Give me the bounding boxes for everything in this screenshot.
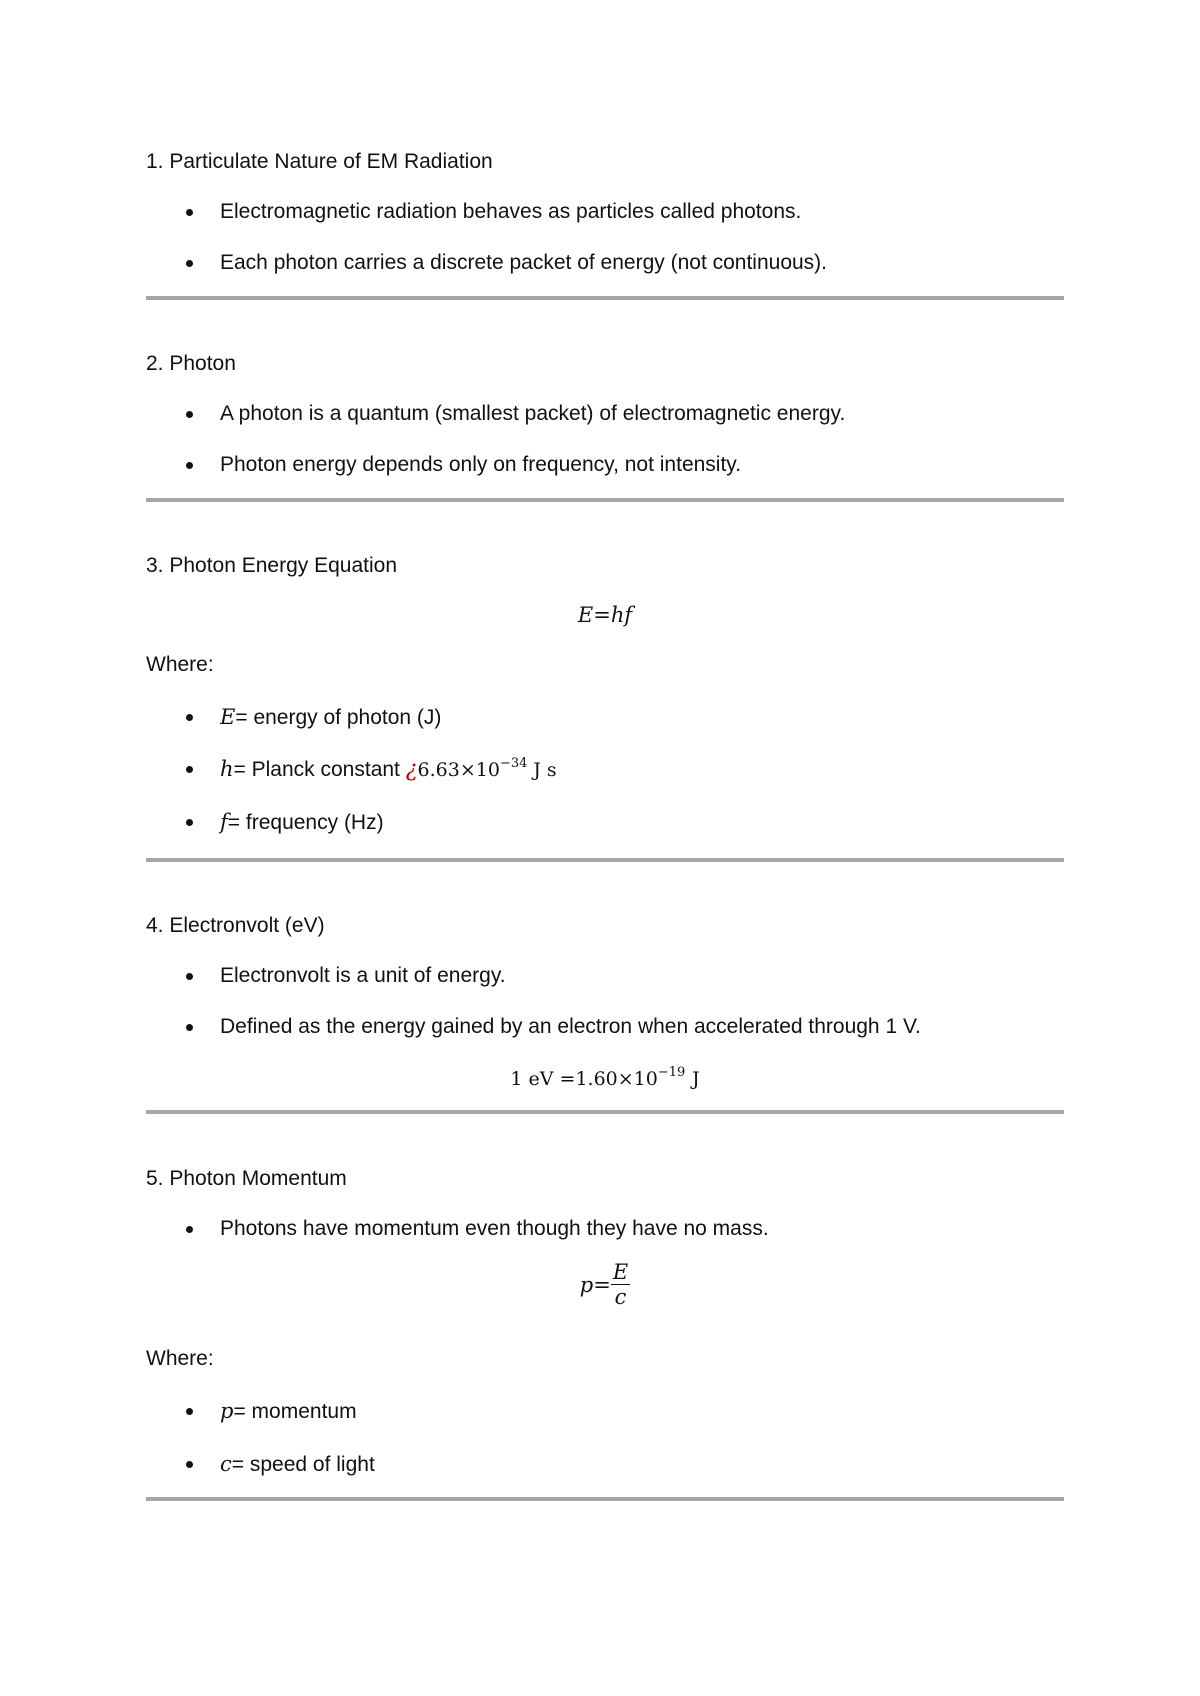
planck-exponent: −34 bbox=[499, 756, 528, 771]
section-divider bbox=[146, 296, 1064, 300]
bullet-text: Photon energy depends only on frequency, not intensity. bbox=[220, 453, 742, 476]
var-symbol: f bbox=[220, 810, 228, 834]
photon-energy-equation bbox=[146, 601, 1064, 629]
definition-text: = momentum bbox=[233, 1400, 357, 1423]
eq-left: 1 eV =1.60×10 bbox=[510, 1068, 658, 1090]
fraction-numerator: E bbox=[612, 1260, 629, 1284]
section-2-title: 2. Photon bbox=[146, 352, 236, 375]
definition-text: = Planck constant bbox=[233, 758, 406, 781]
var-symbol: h bbox=[220, 757, 234, 781]
definition-text: = energy of photon (J) bbox=[235, 706, 442, 729]
var-symbol: p bbox=[220, 1399, 234, 1423]
eq-lhs: E bbox=[577, 603, 594, 627]
planck-unit: J s bbox=[533, 759, 557, 781]
eq-unit: J bbox=[691, 1068, 700, 1090]
var-symbol: E bbox=[220, 705, 236, 729]
bullet-text: Defined as the energy gained by an electron when accelerated through 1 V. bbox=[220, 1015, 921, 1038]
electronvolt-equation bbox=[146, 1064, 1064, 1096]
bullet-text: Photons have momentum even though they have no mass. bbox=[220, 1217, 769, 1240]
definition-text: = frequency (Hz) bbox=[227, 811, 384, 834]
bullet-text: Electronvolt is a unit of energy. bbox=[220, 964, 506, 987]
section-3-title: 3. Photon Energy Equation bbox=[146, 554, 398, 577]
eq-op: = bbox=[593, 603, 611, 627]
section-divider bbox=[146, 1110, 1064, 1114]
bullet-text: Electromagnetic radiation behaves as particles called photons. bbox=[220, 200, 802, 223]
eq-lhs: p bbox=[579, 1273, 594, 1297]
section-divider bbox=[146, 1497, 1064, 1501]
section-4-title: 4. Electronvolt (eV) bbox=[146, 914, 325, 937]
photon-momentum-equation bbox=[146, 1262, 1064, 1311]
fraction-denominator: c bbox=[614, 1285, 627, 1309]
eq-op: = bbox=[593, 1273, 611, 1297]
planck-value: 6.63×10 bbox=[417, 759, 500, 781]
definition-text: = speed of light bbox=[231, 1453, 375, 1476]
bullet-text: A photon is a quantum (smallest packet) of electromagnetic energy. bbox=[220, 402, 846, 425]
section-divider bbox=[146, 858, 1064, 862]
eq-exponent: −19 bbox=[657, 1065, 686, 1080]
where-label: Where: bbox=[146, 653, 214, 676]
error-glyph: ¿ bbox=[405, 757, 418, 782]
bullet-text: Each photon carries a discrete packet of energy (not continuous). bbox=[220, 251, 828, 274]
eq-rhs: hf bbox=[610, 603, 633, 627]
fraction bbox=[611, 1260, 630, 1309]
where-label: Where: bbox=[146, 1347, 214, 1370]
section-divider bbox=[146, 498, 1064, 502]
var-symbol: c bbox=[220, 1452, 232, 1476]
section-5-title: 5. Photon Momentum bbox=[146, 1167, 347, 1190]
section-1-title: 1. Particulate Nature of EM Radiation bbox=[146, 150, 493, 173]
